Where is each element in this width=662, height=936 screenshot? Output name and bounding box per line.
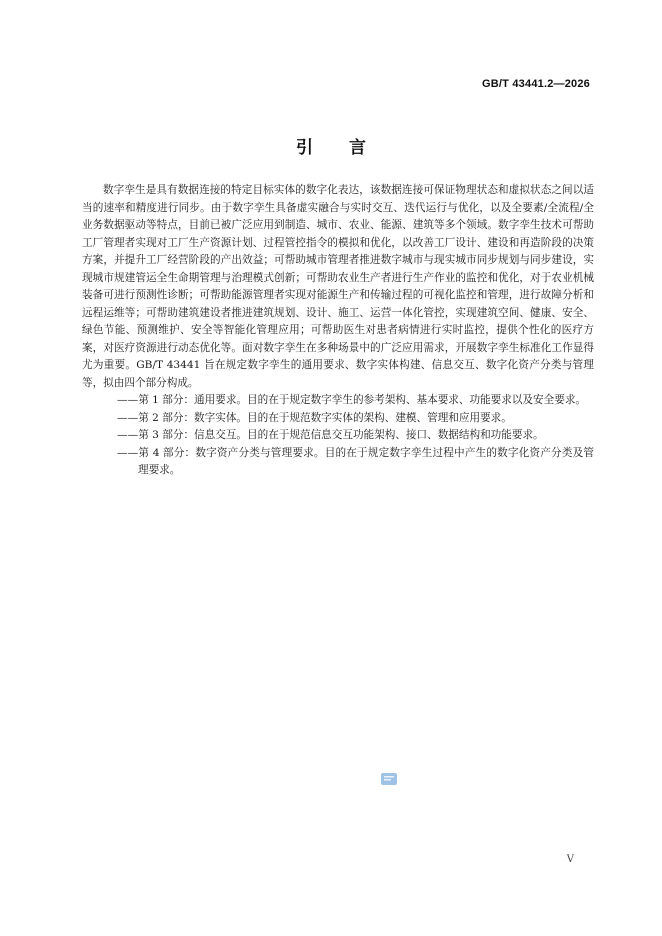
- part-4-item: ——第 4 部分：数字资产分类与管理要求。目的在于规定数字孪生过程中产生的数字化资产分类及管理要求。: [117, 446, 594, 476]
- part-2-item: ——第 2 部分：数字实体。目的在于规范数字实体的架构、建模、管理和应用要求。: [117, 411, 512, 424]
- page-title: 引言: [296, 138, 402, 158]
- watermark-stamp-icon: [381, 770, 397, 782]
- page-number: V: [566, 854, 574, 865]
- part-3-item: ——第 3 部分：信息交互。目的在于规范信息交互功能架构、接口、数据结构和功能要求。: [117, 429, 544, 441]
- intro-paragraph: 数字孪生是具有数据连接的特定目标实体的数字化表达，该数据连接可保证物理状态和虚拟状态之间以适当的速率和精度进行同步。由于数字孪生具备虚实融合与实时交互、迭代运行与优化，以及全要素/全流程/全业务数据驱动等特点，目前已被广泛应用到制造、城市、农业、能源、建筑等多个领域。数字孪生技术可帮助工厂管理者实现对工厂生产资源计划、过程管控指令的模拟和优化，以改善工厂设计、建设和再造阶段的决策方案，并提升工厂经营阶段的产出效益；可帮助城市管理者推进数字城市与现实城市同步规划与同步建设，实现城市规建管运全生命期管理与治理模式创新；可帮助农业生产者进行生产作业的监控和优化，对于农业机械装备可进行预测性诊断；可帮助能源管理者实现对能源生产和传输过程的可视化监控和管理，进行故障分析和远程运维等；可帮助建筑建设者推进建筑规划、设计、施工、运营一体化管控，实现建筑空间、健康、安全、绿色节能、预测维护、安全等智能化管理应用；可帮助医生对患者病情进行实时监控，提供个性化的医疗方案，对医疗资源进行动态优化等。面对数字孪生在多种场景中的广泛应用需求，开展数字孪生标准化工作显得尤为重要。GB/T 43441 旨在规定数字孪生的通用要求、数字实体构建、信息交互、数字化资产分类与管理等，拟由四个部分构成。: [82, 184, 594, 389]
- body-text: [82, 182, 594, 480]
- part-1-item: ——第 1 部分：通用要求。目的在于规定数字孪生的参考架构、基本要求、功能要求以及安全要求。: [117, 394, 587, 406]
- document-code: GB/T 43441.2—2026: [482, 78, 590, 90]
